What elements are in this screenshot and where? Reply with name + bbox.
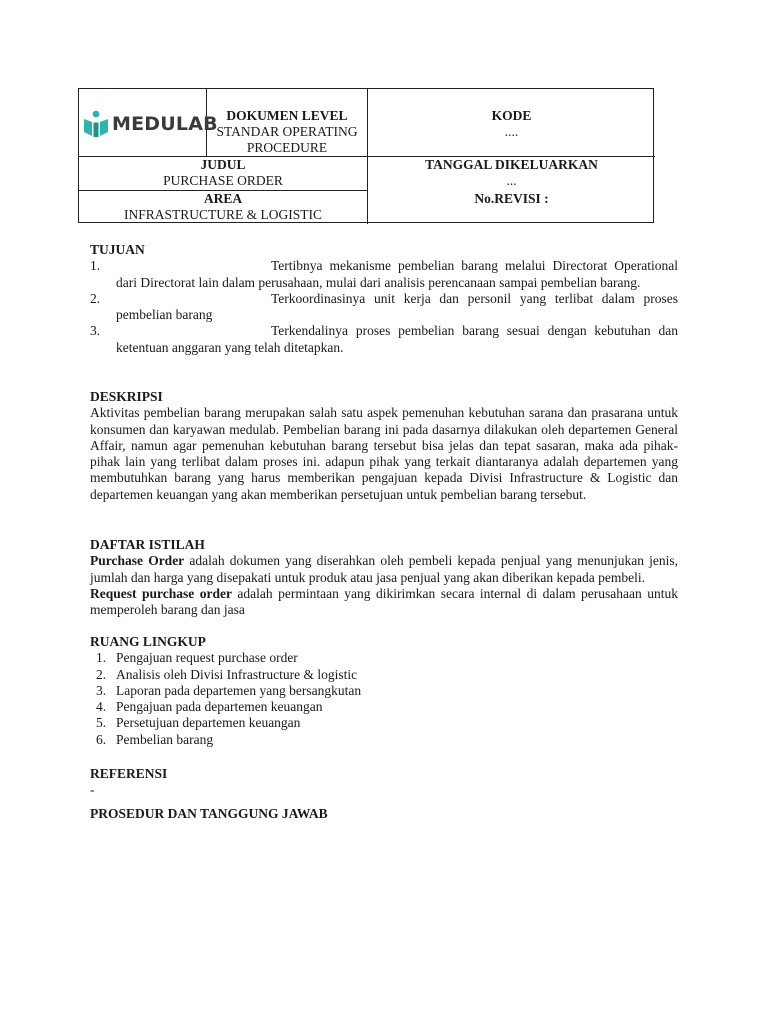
list-number: 1. (96, 650, 107, 666)
list-item (90, 323, 678, 356)
prosedur-section (90, 806, 678, 822)
list-item (90, 258, 678, 291)
list-text: Tertibnya mekanisme pembelian barang melalui Directorat Operational dari Directorat lain dalam perusahaan, mulai dari analisis perencanaan sampai pembelian barang. (116, 258, 678, 290)
definition: adalah dokumen yang diserahkan oleh pembeli kepada penjual yang menunjukan jenis, jumlah dan harga yang disepakati untuk produk atau jasa penjual yang akan diberikan kepada pembeli. (90, 553, 679, 585)
list-number: 6. (96, 731, 107, 747)
list-item (90, 699, 678, 715)
judul-label: JUDUL (200, 157, 246, 172)
referensi-section (90, 766, 678, 799)
list-item (90, 650, 678, 666)
ruang-lingkup-list (90, 650, 678, 748)
tujuan-list (90, 258, 678, 356)
list-text: Analisis oleh Divisi Infrastructure & logistic (116, 666, 358, 682)
area-value: INFRASTRUCTURE & LOGISTIC (123, 207, 322, 222)
list-number: 4. (96, 699, 107, 715)
list-number: 1. (90, 258, 101, 274)
judul-value: PURCHASE ORDER (163, 173, 283, 188)
list-text: Terkoordinasinya unit kerja dan personil yang terlibat dalam proses pembelian barang (116, 290, 678, 323)
list-item (90, 291, 678, 324)
istilah-entry-1 (90, 553, 678, 586)
list-text: Pembelian barang (116, 731, 214, 747)
revisi-label: No.REVISI : (474, 191, 549, 206)
kode-value: .... (504, 124, 519, 139)
list-item (90, 667, 678, 683)
istilah-section (90, 537, 678, 618)
deskripsi-heading: DESKRIPSI (90, 389, 163, 404)
medulab-logo (83, 107, 218, 141)
area-label: AREA (203, 191, 243, 206)
tanggal-cell (368, 157, 655, 189)
kode-cell (368, 108, 655, 140)
term: Purchase Order (90, 553, 185, 569)
kode-label: KODE (491, 108, 532, 123)
doc-level-cell (207, 108, 367, 156)
istilah-entry-2 (90, 586, 678, 619)
doc-level-value: STANDAR OPERATING PROCEDURE (216, 124, 358, 155)
prosedur-heading: PROSEDUR DAN TANGGUNG JAWAB (90, 806, 328, 821)
list-number: 3. (90, 323, 101, 339)
area-cell (79, 191, 367, 223)
list-item (90, 715, 678, 731)
istilah-heading: DAFTAR ISTILAH (90, 537, 205, 552)
judul-cell (79, 157, 367, 189)
list-number: 3. (96, 682, 107, 698)
deskripsi-section (90, 389, 678, 503)
tanggal-value: ... (506, 173, 517, 188)
logo-text: MEDULAB (112, 113, 218, 135)
list-text: Pengajuan request purchase order (116, 650, 298, 666)
tujuan-heading: TUJUAN (90, 242, 145, 257)
definition: adalah permintaan yang dikirimkan secara internal di dalam perusahaan untuk memperoleh barang dan jasa (90, 585, 678, 618)
ruang-lingkup-heading: RUANG LINGKUP (90, 634, 206, 649)
list-number: 5. (96, 715, 107, 731)
referensi-heading: REFERENSI (90, 766, 168, 781)
term: Request purchase order (90, 585, 232, 601)
list-item (90, 683, 678, 699)
list-text: Persetujuan departemen keuangan (116, 715, 301, 731)
list-text: Pengajuan pada departemen keuangan (116, 699, 323, 715)
referensi-value: - (90, 782, 95, 798)
tanggal-label: TANGGAL DIKELUARKAN (425, 157, 598, 172)
list-item (90, 732, 678, 748)
list-text: Laporan pada departemen yang bersangkutan (116, 682, 362, 698)
list-number: 2. (96, 666, 107, 682)
list-text: Terkendalinya proses pembelian barang sesuai dengan kebutuhan dan ketentuan anggaran yang telah ditetapkan. (116, 323, 678, 355)
tujuan-section (90, 242, 678, 356)
doc-level-label: DOKUMEN LEVEL (226, 108, 348, 123)
ruang-lingkup-section (90, 634, 678, 748)
list-number: 2. (90, 290, 101, 306)
deskripsi-text: Aktivitas pembelian barang merupakan salah satu aspek pemenuhan kebutuhan sarana dan prasarana untuk konsumen dan karyawan medulab. Pembelian barang ini pada dasarnya dilakukan oleh departemen General Affair, namun agar pemenuhan kebutuhan barang tersebut bisa jelas dan tepat sasaran, maka ada pihak-pihak lain yang terlibat dalam proses ini. adapun pihak yang terkait diantaranya adalah departemen yang membutuhkan barang yang harus memberikan pengajuan kepada Divisi Infrastructure & Logistic dan departemen keuangan yang akan memberikan persetujuan untuk pembelian barang tersebut. (90, 405, 678, 502)
header-table (78, 88, 654, 223)
revisi-cell (368, 191, 655, 207)
medulab-logo-icon (83, 110, 109, 138)
